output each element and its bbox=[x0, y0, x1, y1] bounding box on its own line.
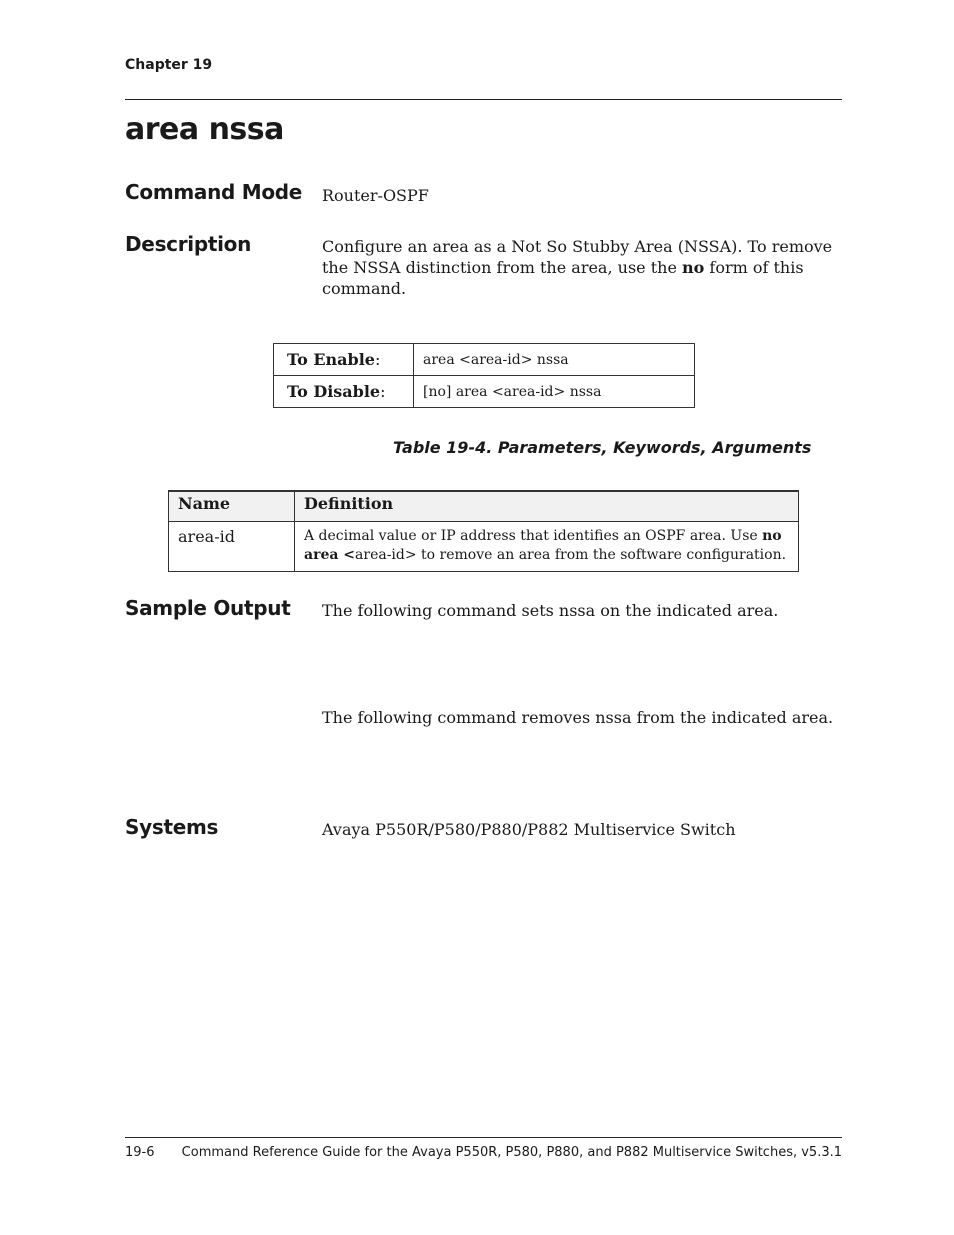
description-text: Configure an area as a Not So Stubby Area (NSSA). To remove the NSSA distinction from the area, use the no form of this command. bbox=[322, 237, 833, 298]
disable-syntax: [no] area <area-id> nssa bbox=[414, 376, 695, 408]
header-divider bbox=[125, 99, 842, 100]
disable-label: To Disable: bbox=[274, 376, 414, 408]
footer-divider bbox=[125, 1137, 842, 1138]
enable-syntax: area <area-id> nssa bbox=[414, 344, 695, 376]
parameters-table bbox=[168, 490, 799, 572]
page-title: area nssa bbox=[125, 112, 284, 147]
description-heading: Description bbox=[125, 232, 252, 256]
systems-value: Avaya P550R/P580/P880/P882 Multiservice Switch bbox=[322, 820, 736, 839]
table-row bbox=[274, 376, 695, 408]
table-caption: Table 19-4. Parameters, Keywords, Arguments bbox=[393, 438, 812, 457]
column-header-name: Name bbox=[169, 491, 295, 522]
command-mode-value: Router-OSPF bbox=[322, 186, 429, 205]
enable-label: To Enable: bbox=[274, 344, 414, 376]
command-mode-heading: Command Mode bbox=[125, 180, 303, 204]
param-name: area-id bbox=[169, 522, 295, 572]
footer-guide-title: Command Reference Guide for the Avaya P550R, P580, P880, and P882 Multiservice Switches, v5.3.1 bbox=[181, 1145, 842, 1160]
systems-heading: Systems bbox=[125, 815, 219, 839]
sample-output-heading: Sample Output bbox=[125, 596, 291, 620]
sample-output-text-1: The following command sets nssa on the indicated area. bbox=[322, 601, 779, 620]
column-header-definition: Definition bbox=[295, 491, 799, 522]
table-header-row bbox=[169, 491, 799, 522]
syntax-table bbox=[273, 343, 695, 408]
table-row bbox=[169, 522, 799, 572]
sample-output-text-2: The following command removes nssa from the indicated area. bbox=[322, 708, 834, 727]
chapter-header: Chapter 19 bbox=[125, 57, 213, 73]
param-definition: A decimal value or IP address that identifies an OSPF area. Use no area <area-id> to remove an area from the software configuration. bbox=[295, 522, 799, 572]
no-keyword: no bbox=[682, 258, 705, 277]
table-row bbox=[274, 344, 695, 376]
page-number: 19-6 bbox=[125, 1145, 155, 1160]
